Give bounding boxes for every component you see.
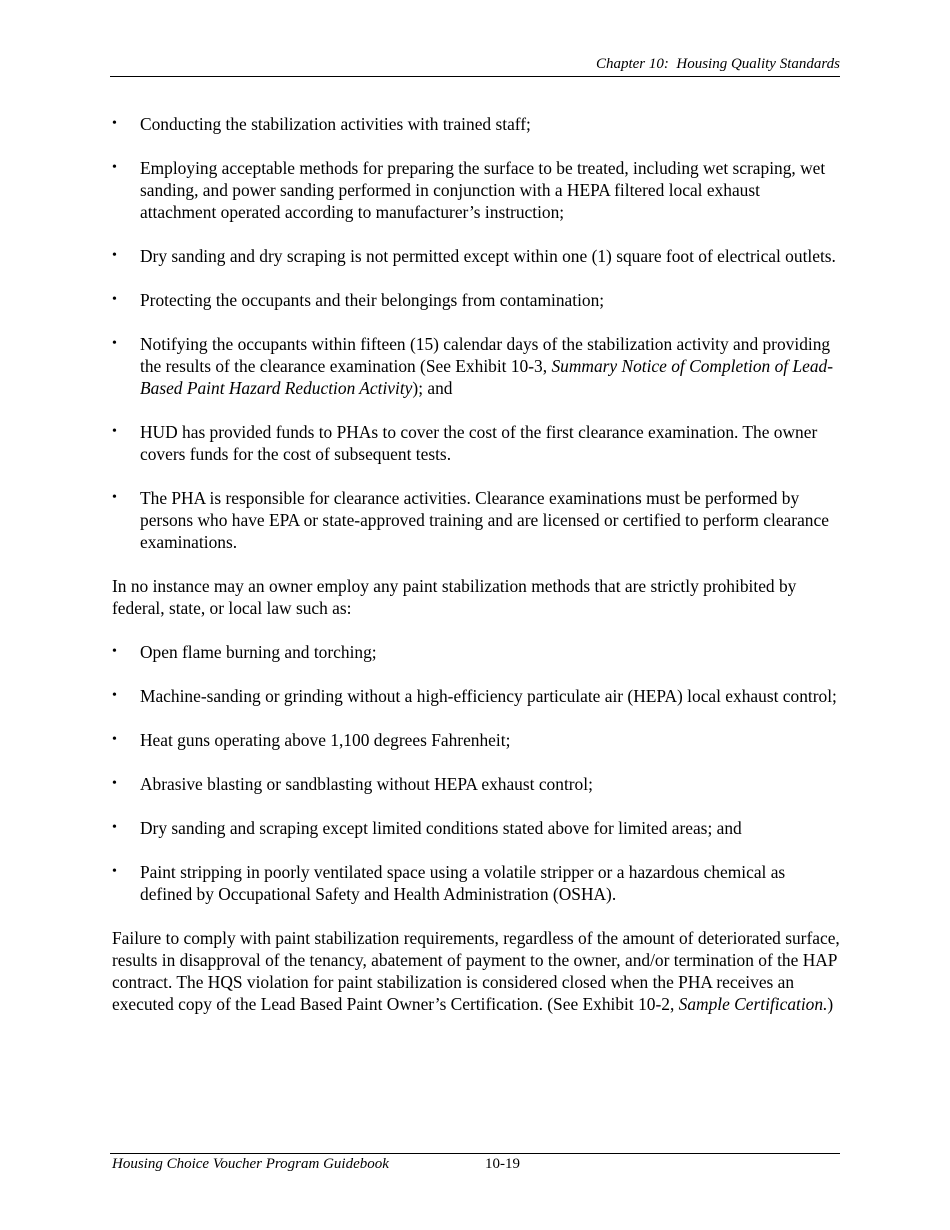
exhibit-reference: Sample Certification. (678, 994, 828, 1014)
exhibit-reference: Summary Notice of Completion of Lead-Based Paint Hazard Reduction Activity (140, 356, 834, 398)
bullet-icon: • (112, 688, 117, 703)
page-footer (110, 1153, 840, 1172)
bullet-icon: • (112, 490, 117, 505)
stabilization-requirements-list (112, 113, 840, 553)
list-item (112, 685, 840, 707)
list-item (112, 487, 840, 553)
bullet-icon: • (112, 424, 117, 439)
guidebook-title: Housing Choice Voucher Program Guidebook (112, 1156, 389, 1172)
list-item-text: Dry sanding and dry scraping is not permitted except within one (1) square foot of electrical outlets. (140, 246, 836, 266)
list-item-text: Abrasive blasting or sandblasting without HEPA exhaust control; (140, 774, 593, 794)
bullet-icon: • (112, 644, 117, 659)
page-number: 10-19 (485, 1156, 520, 1172)
list-item-text: Protecting the occupants and their belongings from contamination; (140, 290, 605, 310)
bullet-icon: • (112, 776, 117, 791)
list-item-text: The PHA is responsible for clearance activities. Clearance examinations must be performed by persons who have EPA or state-approved training and are licensed or certified to perform clearance examinations. (140, 488, 829, 552)
page-content (112, 113, 840, 1037)
compliance-paragraph: Failure to comply with paint stabilization requirements, regardless of the amount of deteriorated surface, results in disapproval of the tenancy, abatement of payment to the owner, and/or termination of the HAP contract. The HQS violation for paint stabilization is considered closed when the PHA receives an executed copy of the Lead Based Paint Owner’s Certification. (See Exhibit 10-2, Sample Certification.) (112, 928, 840, 1014)
list-item (112, 245, 840, 267)
list-item-text: Open flame burning and torching; (140, 642, 377, 662)
list-item-text: Heat guns operating above 1,100 degrees Fahrenheit; (140, 730, 511, 750)
prohibited-methods-intro: In no instance may an owner employ any paint stabilization methods that are strictly prohibited by federal, state, or local law such as: (112, 576, 797, 618)
chapter-title: Chapter 10: Housing Quality Standards (595, 56, 840, 72)
bullet-icon: • (112, 248, 117, 263)
list-item (112, 157, 840, 223)
list-item (112, 729, 840, 751)
list-item-text: Machine-sanding or grinding without a high-efficiency particulate air (HEPA) local exhaust control; (140, 686, 837, 706)
list-item (112, 113, 840, 135)
bullet-icon: • (112, 820, 117, 835)
list-item (112, 289, 840, 311)
bullet-icon: • (112, 116, 117, 131)
list-item-text: Employing acceptable methods for preparing the surface to be treated, including wet scraping, wet sanding, and power sanding performed in conjunction with a HEPA filtered local exhaust attachment operated according to manufacturer’s instruction; (140, 158, 826, 222)
bullet-icon: • (112, 732, 117, 747)
bullet-icon: • (112, 864, 117, 879)
list-item-text: Conducting the stabilization activities with trained staff; (140, 114, 531, 134)
list-item (112, 421, 840, 465)
list-item (112, 817, 840, 839)
list-item-text: Notifying the occupants within fifteen (15) calendar days of the stabilization activity and providing the results of the clearance examination (See Exhibit 10-3, Summary Notice of Completion of Lead-Based Paint Hazard Reduction Activity); and (140, 334, 834, 398)
list-item-text: Paint stripping in poorly ventilated space using a volatile stripper or a hazardous chemical as defined by Occupational Safety and Health Administration (OSHA). (140, 862, 786, 904)
list-item-text: Dry sanding and scraping except limited conditions stated above for limited areas; and (140, 818, 742, 838)
bullet-icon: • (112, 336, 117, 351)
list-item (112, 861, 840, 905)
list-item (112, 333, 840, 399)
bullet-icon: • (112, 292, 117, 307)
list-item (112, 773, 840, 795)
bullet-icon: • (112, 160, 117, 175)
list-item (112, 641, 840, 663)
page-header (110, 56, 840, 77)
prohibited-methods-list (112, 641, 840, 905)
list-item-text: HUD has provided funds to PHAs to cover the cost of the first clearance examination. The owner covers funds for the cost of subsequent tests. (140, 422, 818, 464)
